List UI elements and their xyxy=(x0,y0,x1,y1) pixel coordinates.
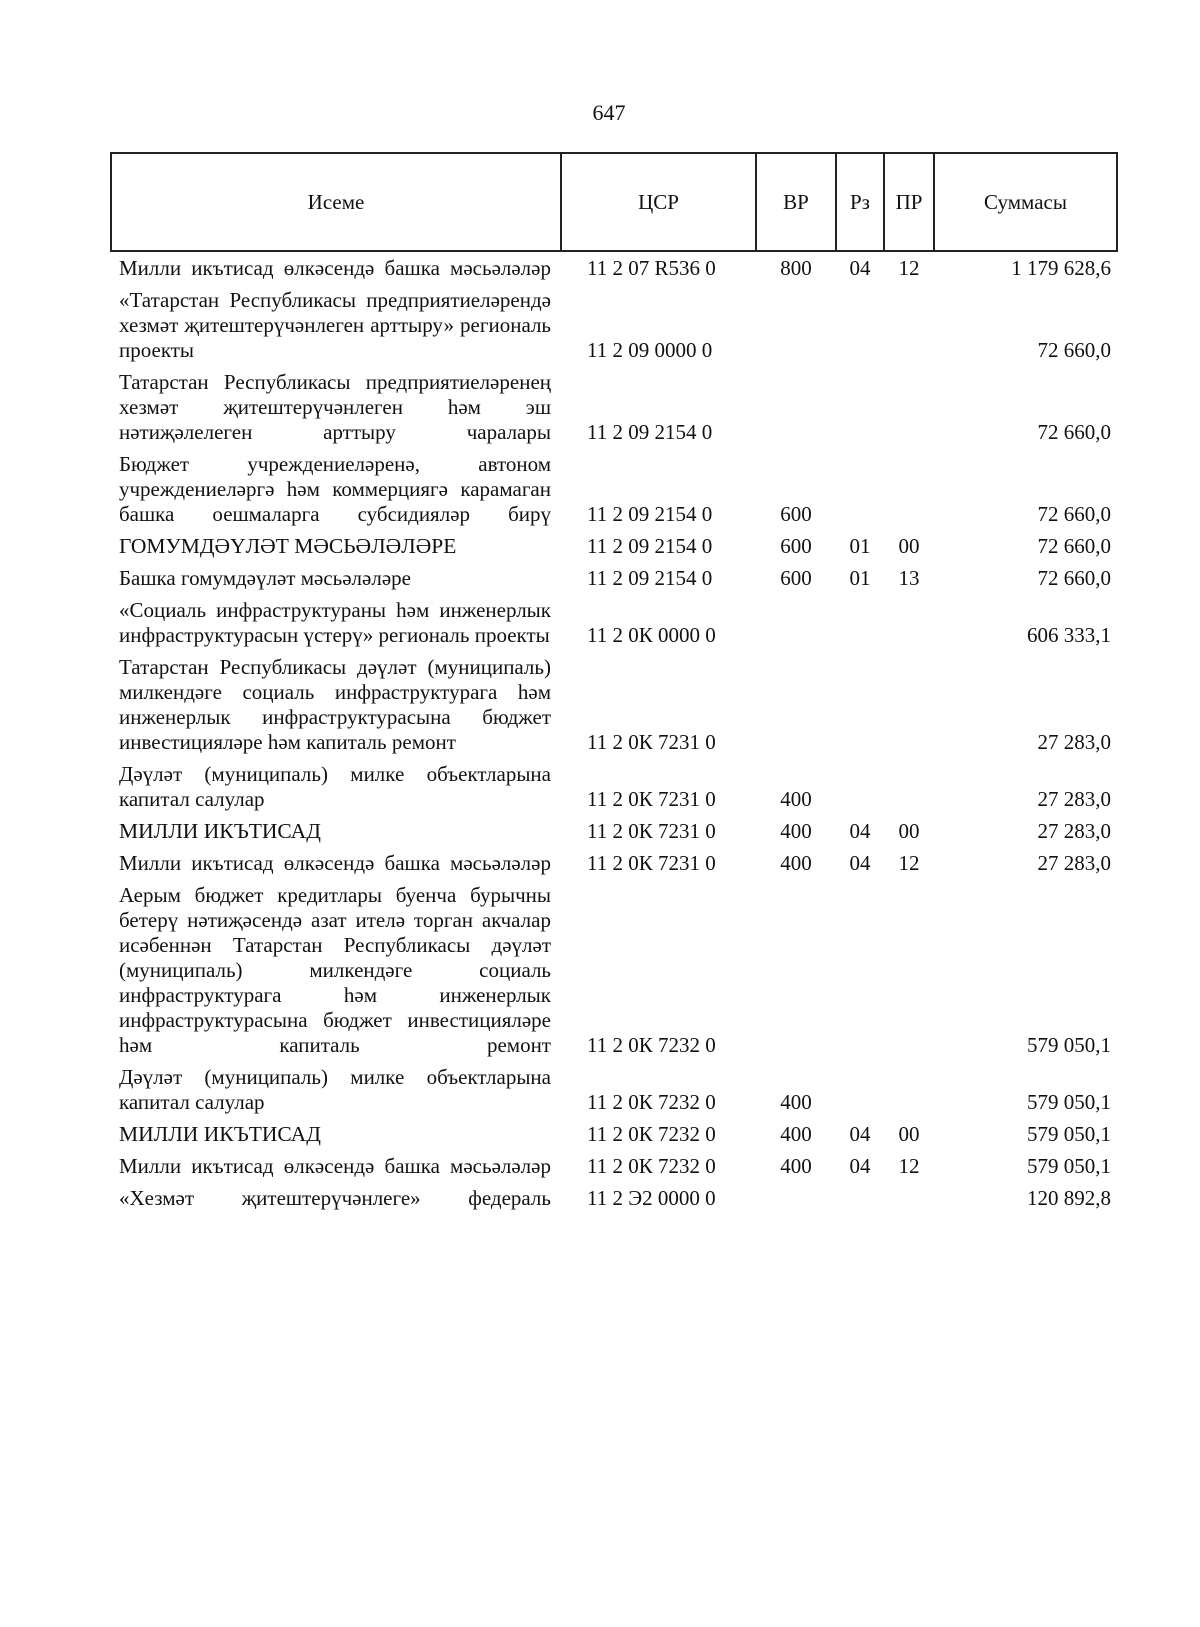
row-sum: 579 050,1 xyxy=(1027,1154,1111,1178)
row-sum: 579 050,1 xyxy=(1027,1090,1111,1114)
table-row xyxy=(111,448,1117,530)
row-pr: 00 xyxy=(898,819,920,843)
row-rz xyxy=(836,594,884,651)
row-pr xyxy=(884,879,934,1061)
row-vr: 600 xyxy=(780,534,812,558)
row-pr: 00 xyxy=(898,534,920,558)
row-vr xyxy=(756,879,836,1061)
table-row xyxy=(111,1118,1117,1150)
row-name: Милли икътисад өлкәсендә башка мәсьәләләр xyxy=(119,851,551,875)
header-rz: Рз xyxy=(836,153,884,251)
row-csr: 11 2 09 2154 0 xyxy=(587,534,713,558)
table-row xyxy=(111,562,1117,594)
row-pr xyxy=(884,1182,934,1214)
row-vr xyxy=(756,594,836,651)
row-csr: 11 2 Э2 0000 0 xyxy=(587,1186,716,1210)
row-name: «Социаль инфраструктураны һәм инженерлык инфраструктурасын үстерү» региональ проекты xyxy=(119,598,551,647)
row-csr: 11 2 0К 7232 0 xyxy=(587,1033,716,1057)
row-rz xyxy=(836,879,884,1061)
row-vr: 400 xyxy=(780,819,812,843)
header-sum: Суммасы xyxy=(934,153,1117,251)
row-csr: 11 2 0К 7231 0 xyxy=(587,819,716,843)
row-sum: 72 660,0 xyxy=(1037,338,1111,362)
row-name: МИЛЛИ ИКЪТИСАД xyxy=(119,1122,321,1146)
table-row xyxy=(111,366,1117,448)
row-vr: 800 xyxy=(780,256,812,280)
row-rz: 04 xyxy=(849,819,871,843)
row-sum: 27 283,0 xyxy=(1037,730,1111,754)
table-row xyxy=(111,815,1117,847)
row-pr xyxy=(884,448,934,530)
row-vr: 600 xyxy=(780,566,812,590)
row-sum: 606 333,1 xyxy=(1027,623,1111,647)
row-csr: 11 2 0К 7232 0 xyxy=(587,1090,716,1114)
row-sum: 72 660,0 xyxy=(1037,420,1111,444)
row-vr xyxy=(756,366,836,448)
row-rz: 01 xyxy=(849,534,871,558)
row-sum: 579 050,1 xyxy=(1027,1122,1111,1146)
row-rz xyxy=(836,284,884,366)
row-sum: 579 050,1 xyxy=(1027,1033,1111,1057)
row-pr xyxy=(884,284,934,366)
row-sum: 120 892,8 xyxy=(1027,1186,1111,1210)
row-pr xyxy=(884,366,934,448)
row-rz xyxy=(836,758,884,815)
row-name: «Татарстан Республикасы предприятиеләрендә хезмәт җитештерүчәнлеген арттыру» региональ проекты xyxy=(119,288,551,362)
row-vr: 400 xyxy=(780,1122,812,1146)
row-vr: 600 xyxy=(780,502,812,526)
row-pr: 12 xyxy=(898,851,920,875)
row-name: Дәүләт (муниципаль) милке объектларына капитал салулар xyxy=(119,762,551,811)
row-vr xyxy=(756,284,836,366)
row-csr: 11 2 0К 7232 0 xyxy=(587,1122,716,1146)
row-rz xyxy=(836,1182,884,1214)
row-name: ГОМУМДӘҮЛӘТ МӘСЬӘЛӘЛӘРЕ xyxy=(119,534,457,558)
row-sum: 72 660,0 xyxy=(1037,534,1111,558)
row-csr: 11 2 09 2154 0 xyxy=(587,502,713,526)
table-header-row xyxy=(111,153,1117,251)
table-row xyxy=(111,1150,1117,1182)
row-sum: 27 283,0 xyxy=(1037,787,1111,811)
row-csr: 11 2 0К 0000 0 xyxy=(587,623,716,647)
row-pr xyxy=(884,651,934,758)
header-csr: ЦСР xyxy=(561,153,756,251)
header-name: Исеме xyxy=(111,153,561,251)
table-row xyxy=(111,284,1117,366)
row-rz xyxy=(836,651,884,758)
row-name: МИЛЛИ ИКЪТИСАД xyxy=(119,819,321,843)
row-csr: 11 2 09 0000 0 xyxy=(587,338,713,362)
row-csr: 11 2 0К 7231 0 xyxy=(587,730,716,754)
row-name: Бюджет учреждениеләренә, автоном учреждениеләргә һәм коммерциягә карамаган башка оешмаларга субсидияләр бирү xyxy=(119,452,551,526)
row-rz: 04 xyxy=(849,1122,871,1146)
row-rz: 04 xyxy=(849,256,871,280)
row-csr: 11 2 0К 7232 0 xyxy=(587,1154,716,1178)
row-csr: 11 2 09 2154 0 xyxy=(587,420,713,444)
table-row xyxy=(111,879,1117,1061)
row-vr: 400 xyxy=(780,851,812,875)
row-name: Татарстан Республикасы предприятиеләренең хезмәт җитештерүчәнлеген һәм эш нәтиҗәлелеген арттыру чаралары xyxy=(119,370,551,444)
row-pr xyxy=(884,1061,934,1118)
row-vr: 400 xyxy=(780,1090,812,1114)
row-rz: 04 xyxy=(849,1154,871,1178)
row-rz xyxy=(836,366,884,448)
row-vr xyxy=(756,1182,836,1214)
row-name: Аерым бюджет кредитлары буенча бурычны бетерү нәтиҗәсендә азат ителә торган акчалар исәбеннән Татарстан Республикасы дәүләт (муниципаль) милкендәге социаль инфраструктурага һәм инженерлык инфраструктурасына бюджет инвестицияләре һәм капиталь ремонт xyxy=(119,883,551,1057)
row-pr: 13 xyxy=(898,566,920,590)
row-csr: 11 2 0К 7231 0 xyxy=(587,851,716,875)
row-pr: 12 xyxy=(898,1154,920,1178)
row-vr: 400 xyxy=(780,1154,812,1178)
row-csr: 11 2 09 2154 0 xyxy=(587,566,713,590)
table-row xyxy=(111,594,1117,651)
row-name: «Хезмәт җитештерүчәнлеге» федераль xyxy=(119,1186,551,1210)
row-pr xyxy=(884,758,934,815)
row-pr xyxy=(884,594,934,651)
table-row xyxy=(111,758,1117,815)
row-pr: 00 xyxy=(898,1122,920,1146)
table-row xyxy=(111,1061,1117,1118)
table-row xyxy=(111,651,1117,758)
row-rz: 01 xyxy=(849,566,871,590)
row-vr xyxy=(756,651,836,758)
row-csr: 11 2 0К 7231 0 xyxy=(587,787,716,811)
row-sum: 72 660,0 xyxy=(1037,566,1111,590)
row-csr: 11 2 07 R536 0 xyxy=(587,256,716,280)
header-vr: ВР xyxy=(756,153,836,251)
row-name: Дәүләт (муниципаль) милке объектларына капитал салулар xyxy=(119,1065,551,1114)
row-name: Милли икътисад өлкәсендә башка мәсьәләләр xyxy=(119,256,551,280)
table-row xyxy=(111,847,1117,879)
header-pr: ПР xyxy=(884,153,934,251)
row-name: Башка гомумдәүләт мәсьәләләре xyxy=(119,566,411,590)
row-sum: 27 283,0 xyxy=(1037,851,1111,875)
row-rz: 04 xyxy=(849,851,871,875)
budget-table xyxy=(110,152,1118,1214)
row-vr: 400 xyxy=(780,787,812,811)
table-row xyxy=(111,530,1117,562)
row-sum: 27 283,0 xyxy=(1037,819,1111,843)
row-pr: 12 xyxy=(898,256,920,280)
row-name: Татарстан Республикасы дәүләт (муниципаль) милкендәге социаль инфраструктурага һәм инженерлык инфраструктурасына бюджет инвестицияләре һәм капиталь ремонт xyxy=(119,655,551,754)
row-rz xyxy=(836,1061,884,1118)
row-name: Милли икътисад өлкәсендә башка мәсьәләләр xyxy=(119,1154,551,1178)
row-sum: 72 660,0 xyxy=(1037,502,1111,526)
table-row xyxy=(111,1182,1117,1214)
page-number: 647 xyxy=(592,100,626,125)
row-rz xyxy=(836,448,884,530)
row-sum: 1 179 628,6 xyxy=(1011,256,1111,280)
table-row xyxy=(111,251,1117,284)
